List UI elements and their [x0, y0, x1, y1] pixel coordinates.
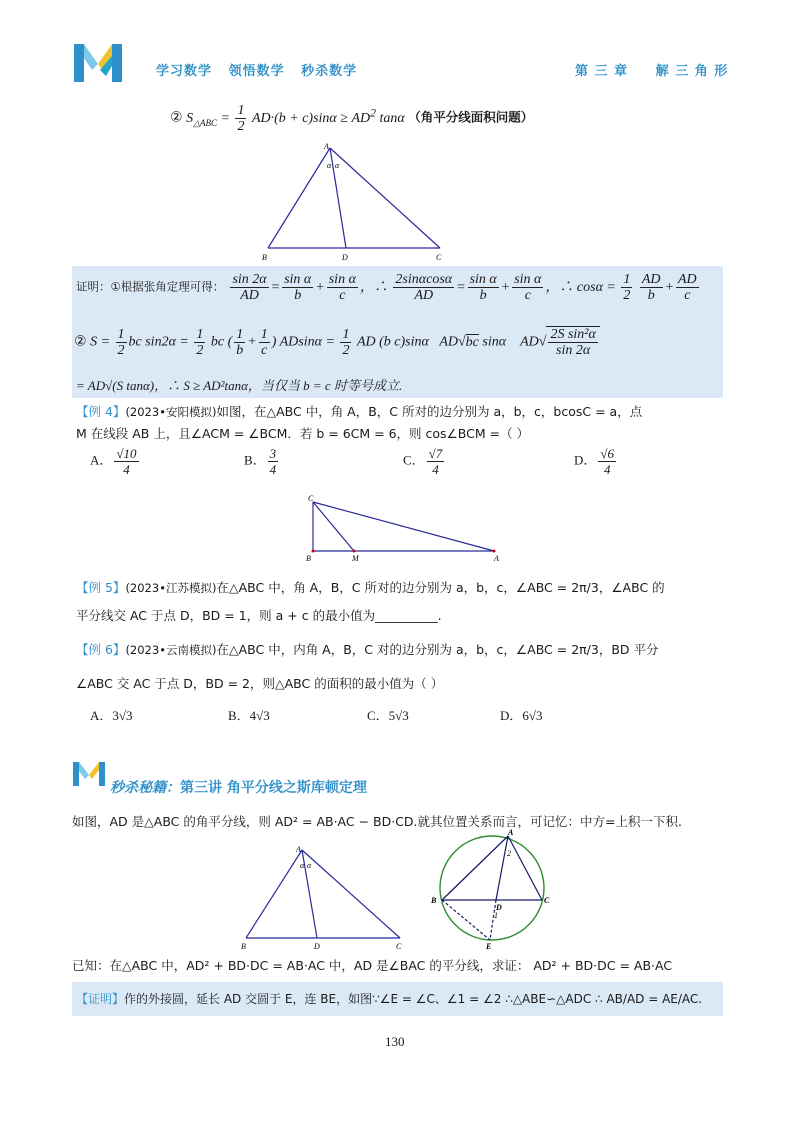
fig1-label-C: C — [436, 253, 442, 262]
brand-logo — [72, 40, 124, 86]
formula-area-bisector: ② $S_{\triangle ABC}$ = $\frac{1}{2}$ $AD\cdot(b + c)\sin\alpha \ge AD^2$ tanα （角平分线面积问题） — [170, 103, 534, 134]
example-5-line2: 平分线交 AC 于点 D，BD = 1，则 a + c 的最小值为__________. — [76, 608, 442, 623]
page-number: 130 — [385, 1034, 405, 1049]
example-6-line2: ∠ABC 交 AC 于点 D，BD = 2，则△ABC 的面积的最小值为（ ） — [76, 676, 444, 691]
fig4-label-D: D — [496, 903, 502, 912]
example-5-line1: 【例 5】(2023•江苏模拟)在△ABC 中，角 A，B，C 所对的边分别为 a，b，c，∠ABC = 2π/3，∠ABC 的 — [76, 580, 665, 595]
fig2-label-B: B — [306, 554, 311, 563]
fig4-label-C: C — [544, 896, 550, 905]
example-4-option-a: A． $\frac{√10}{4}$ — [90, 446, 137, 477]
example-6-option-b: B．4√3 — [228, 708, 270, 723]
known-statement: 已知：在△ABC 中，AD² + BD·DC = AB·AC 中，AD 是∠BAC 的平分线，求证： AD² + BD·DC = AB·AC — [72, 958, 673, 973]
fig4-label-1: 1 — [494, 911, 498, 920]
example-4-tag: 【例 4】 — [76, 404, 126, 419]
fig3-label-B: B — [241, 942, 246, 951]
example-6-option-d: D．6√3 — [500, 708, 543, 723]
header-chapter: 第 三 章 解 三 角 形 — [575, 64, 729, 79]
example-4-line2: M 在线段 AB 上，且∠ACM = ∠BCM．若 b = 6CM = 6，则 cos∠BCM =（ ） — [76, 426, 530, 441]
fig1-label-B: B — [262, 253, 267, 262]
fig2-label-C: C — [308, 494, 314, 503]
example-4-option-d: D． $\frac{√6}{4}$ — [574, 446, 615, 477]
section-heading — [110, 777, 367, 797]
section-label: 秒杀秘籍： — [110, 780, 180, 796]
figure-right-triangle — [304, 494, 504, 564]
example-4-line1: 【例 4】(2023•安阳模拟)如图，在△ABC 中，角 A，B，C 所对的边分别为 a，b，c，bcosC = a，点 — [76, 404, 643, 419]
formula-note: （角平分线面积问题） — [408, 109, 534, 125]
fig3-label-A: A — [296, 845, 301, 854]
proof1-line3: = AD√(S tanα)，∴ S ≥ AD²tanα，当仅当 b = c 时等号成立. — [76, 378, 403, 393]
proof1-line2: ② S = $\frac{1}{2}$ bc sin2α = $\frac{1}{2}$ bc ( $\frac{1}{b}$ + $\frac{1}{c}$ ) ADsinα = $\frac{1}{2}$ AD (b c)sinα AD√bc sinα AD√ $\frac{\text{2S sin²α}}{\sin 2\alpha}$ — [74, 326, 600, 358]
header-slogan: 学习数学 领悟数学 秒杀数学 — [156, 64, 358, 79]
fig3-label-C: C — [396, 942, 402, 951]
fig4-label-B: B — [431, 896, 437, 905]
section-title: 第三讲 角平分线之斯库顿定理 — [180, 780, 367, 796]
example-6-option-a: A．3√3 — [90, 708, 133, 723]
intro-paragraph: 如图，AD 是△ABC 的角平分线，则 AD² = AB·AC − BD·CD.就其位置关系而言，可记忆：中方=上积一下积. — [72, 814, 682, 829]
figure-circumcircle — [428, 826, 558, 950]
example-6-option-c: C．5√3 — [367, 708, 409, 723]
fig3-label-D: D — [314, 942, 320, 951]
figure-triangle-bisector-1 — [258, 142, 448, 264]
fig3-label-alpha-2: α — [307, 861, 312, 870]
fig1-label-D: D — [342, 253, 348, 262]
fig4-label-2: 2 — [507, 849, 511, 858]
proof2-text: 【证明】作的外接圆，延长 AD 交圆于 E，连 BE，如图∵∠E = ∠C、∠1 = ∠2 ∴△ABE∽△ADC ∴ AB/AD = AE/AC. — [76, 992, 703, 1006]
example-4-option-b: B． $\frac{3}{4}$ — [244, 446, 277, 477]
fig4-label-E: E — [486, 942, 492, 950]
proof2-tag: 【证明】 — [76, 992, 125, 1006]
figure-triangle-bisector-2 — [238, 844, 408, 952]
proof1-line1: 证明：①根据张角定理可得： $\frac{\sin 2\alpha}{AD}$ = $\frac{\text{sin α}}{b}$ + $\frac{\text{sin α}}{c}$ ，∴ $\frac{2\sin\alpha\cos\alpha}{AD}$ = $\frac{\text{sin α}}{b}$ + $\frac{\text{sin α}}{c}$ ，∴ cosα = $\frac{1}{2}$ $\frac{AD}{b}$ + $\frac{AD}{c}$ — [76, 272, 697, 303]
fig1-label-A: A — [324, 142, 329, 151]
fig4-label-A: A — [508, 828, 514, 837]
fig1-label-alpha-1: α — [327, 161, 332, 170]
example-6-line1: 【例 6】(2023•云南模拟)在△ABC 中，内角 A，B，C 对的边分别为 a，b，c，∠ABC = 2π/3，BD 平分 — [76, 642, 659, 657]
example-4-option-c: C． $\frac{√7}{4}$ — [403, 446, 443, 477]
fig1-label-alpha-2: α — [335, 161, 340, 170]
fig2-label-M: M — [352, 554, 359, 563]
section-logo — [72, 760, 106, 788]
fig3-label-alpha-1: α — [300, 861, 305, 870]
fig2-label-A: A — [494, 554, 499, 563]
